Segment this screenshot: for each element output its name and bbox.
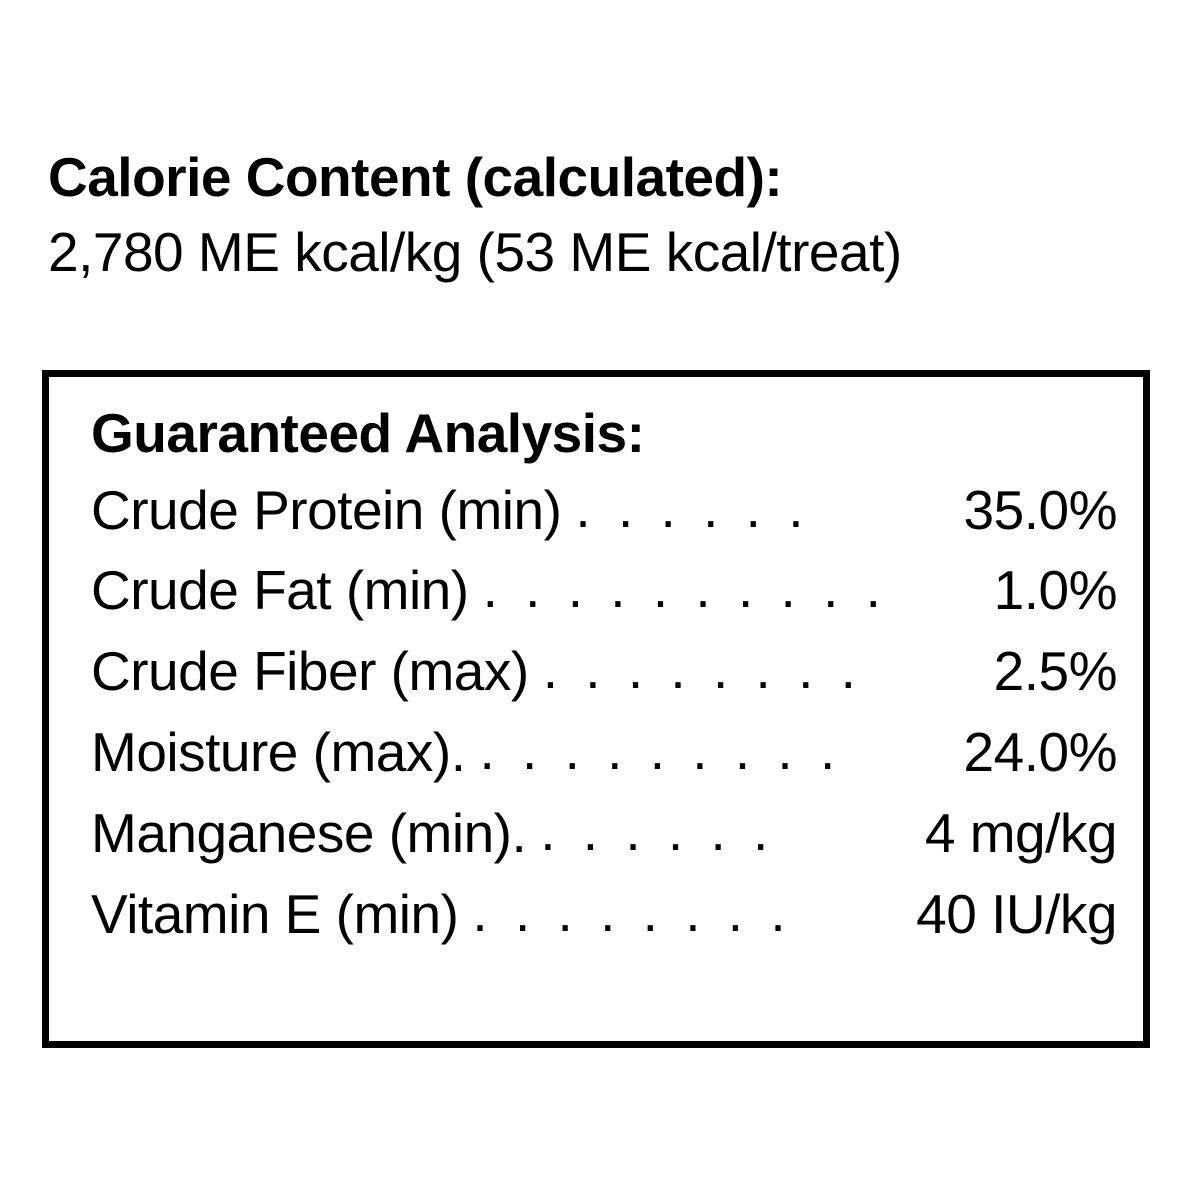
table-row bbox=[91, 470, 1117, 551]
table-row bbox=[91, 631, 1117, 712]
table-row bbox=[91, 550, 1117, 631]
nutrient-value: 35.0% bbox=[963, 478, 1117, 541]
leader-dots: . . . . . . bbox=[540, 799, 775, 862]
nutrient-label: Moisture (max). bbox=[91, 721, 466, 784]
nutrient-label: Manganese (min). bbox=[91, 801, 527, 864]
nutrient-label: Vitamin E (min) bbox=[91, 882, 459, 945]
nutrient-value: 4 mg/kg bbox=[924, 801, 1117, 864]
nutrient-label: Crude Protein (min) bbox=[91, 478, 562, 541]
nutrient-label: Crude Fat (min) bbox=[91, 559, 469, 622]
guaranteed-analysis-title: Guaranteed Analysis: bbox=[91, 402, 645, 464]
nutrient-value: 1.0% bbox=[993, 559, 1117, 622]
calorie-content-title: Calorie Content (calculated): bbox=[48, 146, 783, 208]
calorie-content-block bbox=[48, 148, 1158, 285]
leader-dots: . . . . . . . . . bbox=[479, 719, 842, 782]
table-row bbox=[91, 793, 1117, 874]
leader-dots: . . . . . . . . . . bbox=[482, 557, 887, 620]
nutrient-value: 2.5% bbox=[993, 640, 1117, 703]
calorie-content-value: 2,780 ME kcal/kg (53 ME kcal/treat) bbox=[48, 221, 902, 284]
nutrient-label: Crude Fiber (max) bbox=[91, 640, 529, 703]
nutrient-value: 40 IU/kg bbox=[916, 882, 1117, 945]
nutrient-value: 24.0% bbox=[963, 721, 1117, 784]
table-row bbox=[91, 874, 1117, 955]
leader-dots: . . . . . . . . bbox=[542, 638, 862, 701]
leader-dots: . . . . . . . . bbox=[472, 880, 792, 943]
table-row bbox=[91, 712, 1117, 793]
guaranteed-analysis-box bbox=[42, 370, 1150, 1048]
leader-dots: . . . . . . bbox=[575, 476, 810, 539]
